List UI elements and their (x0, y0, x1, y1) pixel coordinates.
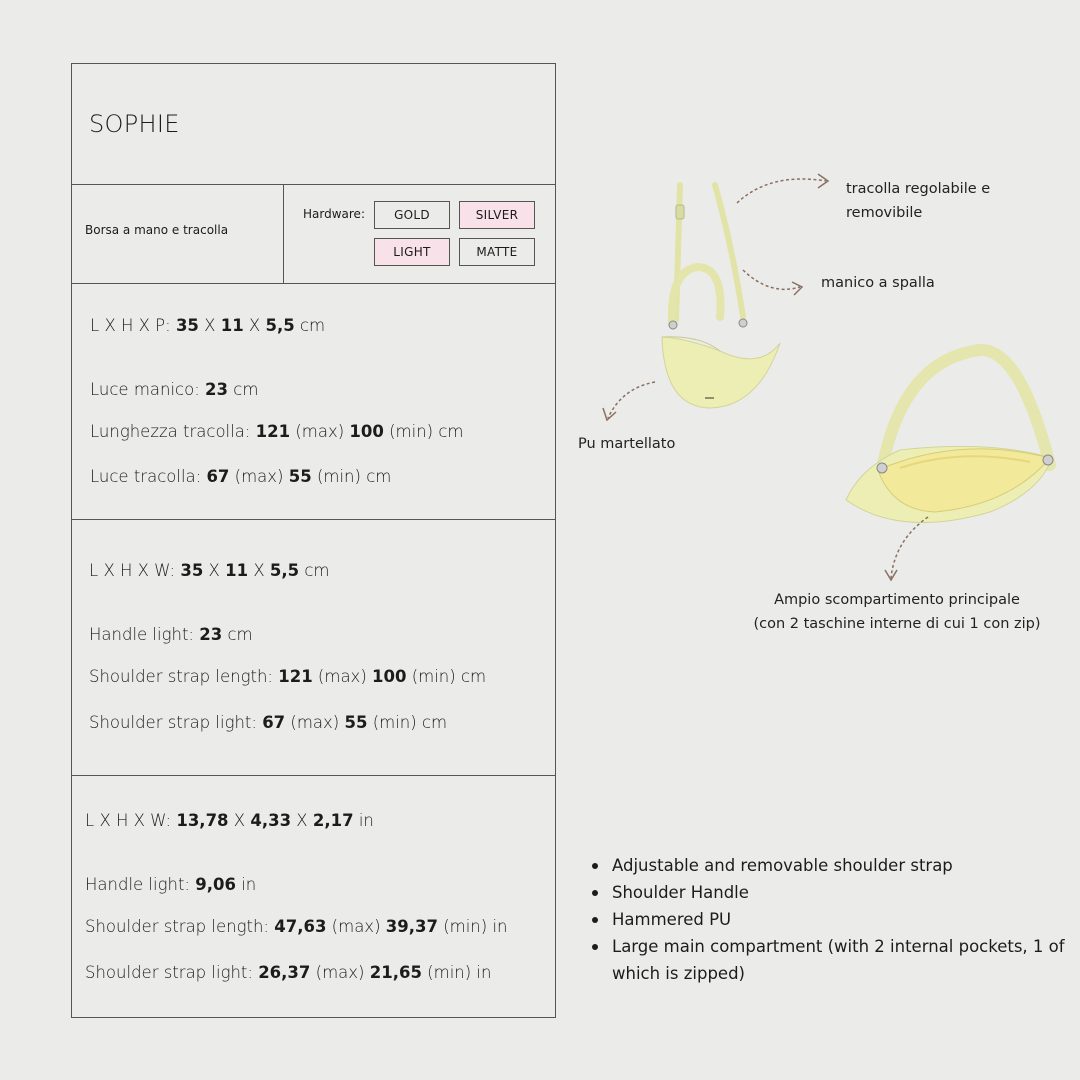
bullet-icon (592, 863, 598, 869)
spec-strap-length: Shoulder strap length: 121 (max) 100 (min) cm (89, 667, 487, 686)
spec-dimensions: L X H X W: 13,78 X 4,33 X 2,17 in (85, 811, 374, 830)
bullet-icon (592, 917, 598, 923)
product-description: Borsa a mano e tracolla (85, 223, 229, 237)
features-list (590, 852, 1070, 987)
callout-compartment: Ampio scompartimento principale (con 2 taschine interne di cui 1 con zip) (753, 592, 1041, 632)
spec-handle: Luce manico: 23 cm (90, 380, 259, 399)
bullet-icon (592, 890, 598, 896)
hardware-chip-silver[interactable]: SILVER (459, 201, 535, 229)
list-item: Shoulder Handle (590, 879, 1070, 906)
list-item: Hammered PU (590, 906, 1070, 933)
hardware-chip-gold[interactable]: GOLD (374, 201, 450, 229)
spec-strap-drop: Luce tracolla: 67 (max) 55 (min) cm (90, 467, 392, 486)
spec-handle: Handle light: 23 cm (89, 625, 253, 644)
list-item: Adjustable and removable shoulder strap (590, 852, 1070, 879)
callout-material: Pu martellato (578, 436, 676, 452)
spec-handle: Handle light: 9,06 in (85, 875, 257, 894)
callout-handle: manico a spalla (821, 275, 935, 291)
spec-strap-drop: Shoulder strap light: 26,37 (max) 21,65 (min) in (85, 963, 492, 982)
spec-strap-length: Lunghezza tracolla: 121 (max) 100 (min) cm (90, 422, 464, 441)
spec-dimensions: L X H X P: 35 X 11 X 5,5 cm (90, 316, 326, 335)
hardware-chip-light[interactable]: LIGHT (374, 238, 450, 266)
product-title: SOPHIE (89, 110, 180, 138)
list-item: Large main compartment (with 2 internal pockets, 1 of which is zipped) (590, 933, 1070, 987)
spec-dimensions: L X H X W: 35 X 11 X 5,5 cm (89, 561, 330, 580)
bullet-icon (592, 944, 598, 950)
hardware-label: Hardware: (303, 207, 365, 221)
spec-strap-length: Shoulder strap length: 47,63 (max) 39,37 (min) in (85, 917, 508, 936)
callout-strap: tracolla regolabile e removibile (846, 181, 991, 221)
spec-strap-drop: Shoulder strap light: 67 (max) 55 (min) cm (89, 713, 448, 732)
hardware-chip-matte[interactable]: MATTE (459, 238, 535, 266)
